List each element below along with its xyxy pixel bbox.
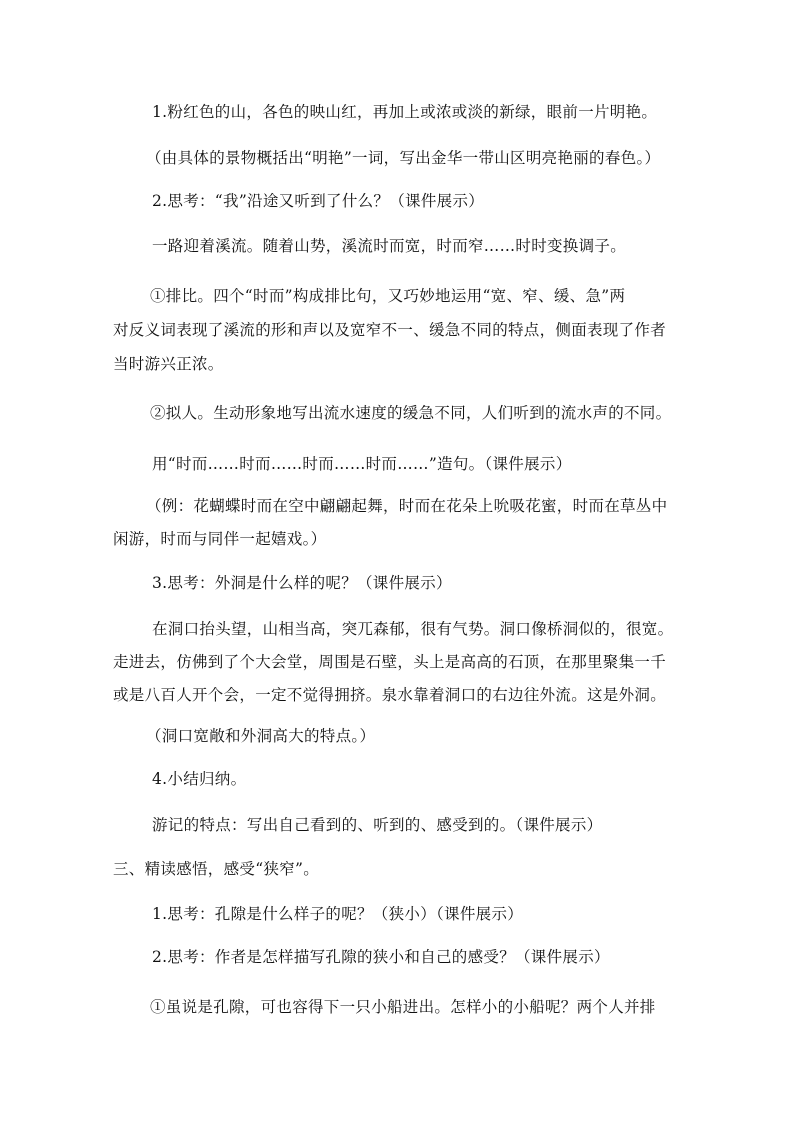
paragraph-continuation: 闲游，时而与同伴一起嬉戏。）	[113, 530, 327, 548]
paragraph-continuation: 走进去，仿佛到了个大会堂，周围是石壁，头上是高高的石顶，在那里聚集一千	[113, 653, 667, 671]
numbered-item-1: 1.思考：孔隙是什么样子的呢？（狭小）（课件展示）	[152, 905, 524, 923]
annotation-note: （由具体的景物概括出“明艳”一词，写出金华一带山区明亮艳丽的春色。）	[146, 149, 661, 167]
numbered-item-2: 2.思考：作者是怎样描写孔隙的狭小和自己的感受？（课件展示）	[152, 948, 610, 966]
circled-point-2: ②拟人。生动形象地写出流水速度的缓急不同，人们听到的流水声的不同。	[150, 404, 672, 422]
circled-point-1: ①排比。四个“时而”构成排比句，又巧妙地运用“宽、窄、缓、急”两	[150, 287, 626, 305]
numbered-item-2: 2.思考：“我”沿途又听到了什么？（课件展示）	[152, 192, 485, 210]
circled-point-1: ①虽说是孔隙，可也容得下一只小船进出。怎样小的小船呢？两个人并排	[150, 998, 656, 1016]
quoted-text: 一路迎着溪流。随着山势，溪流时而宽，时而窄……时时变换调子。	[152, 237, 627, 255]
quoted-text: 在洞口抬头望，山相当高，突兀森郁，很有气势。洞口像桥洞似的，很宽。	[152, 620, 674, 638]
numbered-item-3: 3.思考：外洞是什么样的呢？（课件展示）	[152, 574, 452, 592]
example-sentence: （例：花蝴蝶时而在空中翩翩起舞，时而在花朵上吮吸花蜜，时而在草丛中	[146, 497, 668, 515]
annotation-note: （洞口宽敞和外洞高大的特点。）	[146, 727, 376, 745]
paragraph-continuation: 当时游兴正浓。	[113, 355, 224, 373]
summary-text: 游记的特点：写出自己看到的、听到的、感受到的。（课件展示）	[152, 816, 603, 834]
numbered-item-1: 1.粉红色的山，各色的映山红，再加上或浓或淡的新绿，眼前一片明艳。	[152, 103, 658, 121]
section-heading: 三、精读感悟，感受“狭窄”。	[113, 860, 320, 878]
paragraph-continuation: 对反义词表现了溪流的形和声以及宽窄不一、缓急不同的特点，侧面表现了作者	[113, 321, 667, 339]
numbered-item-4: 4.小结归纳。	[152, 770, 247, 788]
paragraph-continuation: 或是八百人开个会，一定不觉得拥挤。泉水靠着洞口的右边往外流。这是外洞。	[113, 686, 667, 704]
exercise-prompt: 用“时而……时而……时而……时而……”造句。（课件展示）	[152, 455, 572, 473]
